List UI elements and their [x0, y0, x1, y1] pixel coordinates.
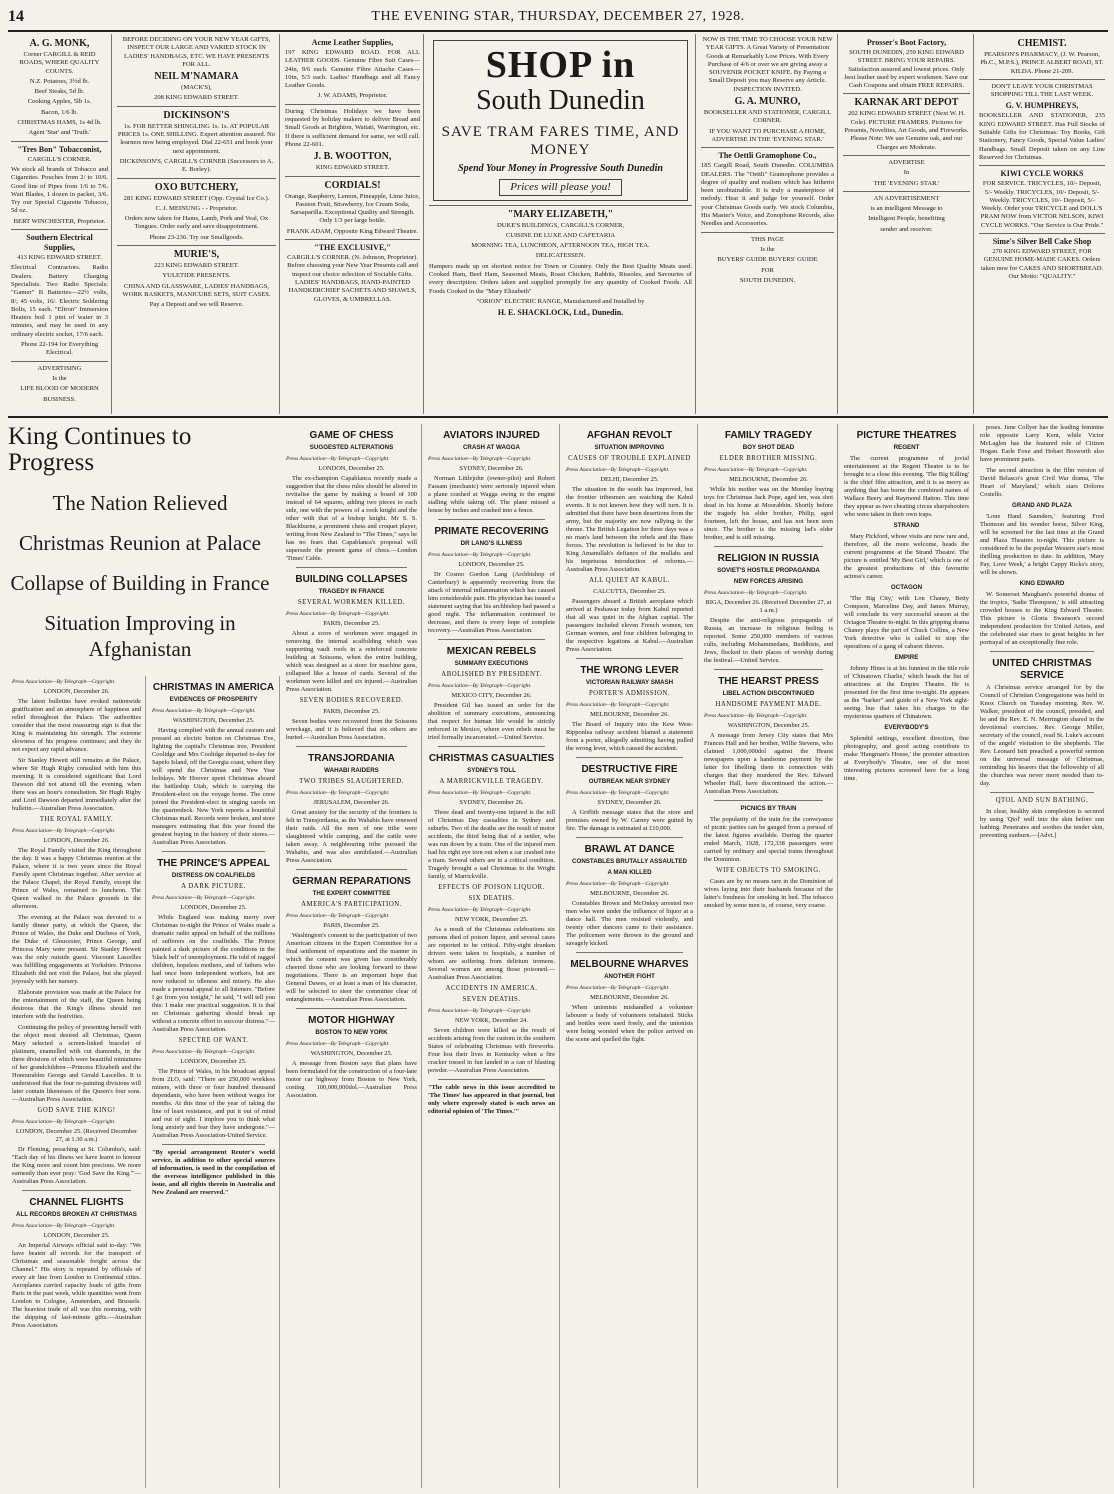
- humphreys-body: BOOKSELLER AND STATIONER, 235 KING EDWARD STREET. Has Full Stocks of Suitable Gifts for Christmas: Toy Books, Gift Stationery, Fancy Goods, Special Value Ladies' Handbags. Small Deposit taken on any Line Reserved for Christmas.: [979, 112, 1105, 161]
- paragraph: The situation in the south has improved, but the frontier tribesmen are watching the Kabul events. It is not known how they will turn. It is admitted that there have been desertions from the army, but the majority are now rallying to the throne. The British Legation lor three days was a no man's land between the rebels and the State forces. The revolution is believed to be due to King Amanullah's defiance of the mullahs and his impetuous introduction of reforms.—Australian Press Association.: [566, 486, 693, 573]
- headline-religion-russia: RELIGION IN RUSSIA: [717, 553, 820, 564]
- dickinson-body: 1s. FOR BETTER SHINGLING 1s. 1s. AT POPULAR PRICES 1s. ONE SHILLING. Expert attention assured. No learners now being employed. Dial 22-651 and book your next appointment.: [117, 122, 276, 155]
- subheading: DR LANG'S ILLNESS: [460, 540, 523, 547]
- chemist-title: CHEMIST.: [1017, 38, 1067, 49]
- subheading: ELDER BROTHER MISSING.: [719, 455, 818, 462]
- times-notice: "The cable news in this issue accredited to 'The Times' has appeared in that journal, but only where expressly stated is such news an editorial opinion of 'The Times.'": [428, 1084, 555, 1115]
- headline-block: [8, 424, 272, 674]
- shop-line2: South Dunedin: [476, 85, 645, 116]
- subheading: THE ROYAL FAMILY.: [39, 816, 114, 823]
- subheading: CAUSES OF TROUBLE EXPLAINED: [568, 455, 691, 462]
- paragraph: The popularity of the train for the conveyance of picnic parties can be gauged from a perusal of the latest figures available. During the quarter ended March, 1928, 172,338 passengers were carried by ordinary and special trains throughout the Dominion.: [704, 816, 833, 863]
- karnak-title: KARNAK ART DEPOT: [854, 97, 959, 109]
- oxo-phone: Phone 23-236. Try our Smallgoods.: [149, 233, 244, 241]
- dateline: LONDON, December 25.: [458, 561, 525, 568]
- dateline: CALCUTTA, December 25.: [593, 588, 666, 595]
- mary-maker: H. E. SHACKLOCK, Ltd., Dunedin.: [497, 308, 624, 318]
- subheading: LIBEL ACTION DISCONTINUED: [722, 690, 815, 697]
- paragraph: Continuing the policy of presenting herself with the object most desired all Christmas, Queen Mary selected a screen-linked bracelet of platinum, enamelled with cut diamonds, in the three divisions of which were beautiful miniatures of her grandchildren—Princess Elizabeth and the Honourables George and Gerald Lascelles. It is understood that the four re-painting divisions will later contain likenesses of the Queen's four sons.—Australian Press Association.: [12, 1024, 141, 1103]
- subheading: SEVEN BODIES RECOVERED.: [299, 697, 404, 704]
- murie-sub: YULETIDE PRESENTS.: [162, 272, 231, 280]
- headline-line: Christmas Reunion at Palace: [18, 531, 262, 555]
- subheading: WAHABI RAIDERS: [324, 767, 379, 774]
- column-3: [282, 424, 422, 1488]
- karnak-footer-line: AN ADVERTISEMENT: [873, 194, 940, 202]
- press-credit: Press Association—By Telegraph—Copyright.: [428, 552, 532, 558]
- press-credit: Press Association—By Telegraph—Copyright.: [704, 467, 808, 473]
- karnak-body: 202 KING EDWARD STREET (Next W. H. Cole). PICTURE FRAMERS. Pictures for Presents, Novelties, Art Goods, and Fireworks. Please Note: We use Genuine oak, and our Charges are Moderate.: [844, 110, 969, 151]
- masthead-bar: [8, 6, 1108, 28]
- subheading: DISTRESS ON COALFIELDS: [171, 872, 256, 879]
- headline-christmas-america: CHRISTMAS IN AMERICA: [152, 682, 275, 693]
- paragraph: While England was making merry over Christmas to-night the Prince of Wales made a dramatic radio appeal on behalf of the millions of sufferers on the coalfields. The Prince painted a dark picture of the conditions in the 'black belt' of unemployment. He told of ragged children, hopeless mothers, and of fathers who had once been independent workers, but are now reduced to idleness and misery. He also made a personal appeal to all listeners. "Before I go from you tonight," he said, "I will tell you this: I make one practical suggestion. It is that no Christmas gathering should break up without a concrete effort to succour distress."—Australian Press Association.: [152, 914, 275, 1033]
- headline-prince-appeal: THE PRINCE'S APPEAL: [157, 858, 270, 869]
- munro-name: G. A. MUNRO,: [734, 96, 801, 108]
- monk-line: Beef Steaks, 5d lb.: [34, 88, 85, 96]
- dateline: MELBOURNE, December 26.: [590, 711, 669, 718]
- masthead-rule: [8, 30, 1108, 32]
- paragraph: The Board of Inquiry into the Kew West-Ripponlea railway accident blamed a statement from a porter, allegedly admitting having pulled the wrong lever, which caused the accident.: [566, 721, 693, 752]
- dateline: WASHINGTON, December 25.: [727, 722, 810, 729]
- press-credit: Press Association—By Telegraph—Copyright.: [152, 708, 256, 714]
- paragraph: Having complied with the annual custom and pressed an electric button on Christmas Eve, lighting the capital's Christmas tree, President Coolidge and Mrs Coolidge departed to-day for Sapelo Island, off the Georgia coast, where they will spend the Christmas and New Year holidays. Mr Hoover spent Christmas aboard the battleship Utah, which is carrying the President-elect on the voyage home. The crew joined the President-elect in singing carols on the quarterdeck. New York reports a bountiful Christmas mail. Records were broken, and store managers estimating that this year found the greatest buying in the history of their stores.—Australian Press Association.: [152, 727, 275, 846]
- paragraph: 'Lone Hand Saunders,' featuring Fred Thomson and his wonder horse, Silver King, will be screened for the last time at the Grand and Plaza Theatres to-night. This picture is considered to be the popular Western star's most thrilling production to date. In addition, 'Mary Pay, Love Week,' a bright Cappy Ricks's story, will be shown.: [980, 513, 1104, 576]
- subheading: EVIDENCES OF PROSPERITY: [169, 696, 258, 703]
- dateline: SYDNEY, December 26.: [459, 799, 524, 806]
- headline-brawl-at-dance: BRAWL AT DANCE: [584, 844, 675, 855]
- mary-line: CUISINE DE LUXE AND CAFETARIA: [505, 231, 616, 239]
- subheading: VICTORIAN RAILWAY SMASH: [585, 679, 674, 686]
- press-credit: Press Association—By Telegraph—Copyright.: [286, 456, 390, 462]
- subheading: SUGGESTED ALTERATIONS: [309, 444, 394, 451]
- kiwi-body: FOR SERVICE. TRICYCLES, 10/- Deposit, 5/- Weekly. TRICYCLES, 10/- Deposit, 5/- Weekly. TRICYCLES, 10/- Deposit, 5/- Weekly. Order your TRICYCLE and DOLL'S PRAM NOW from VICTOR NELSON, KIWI CYCLE WORKS. "Our Service is Our Pride.": [980, 180, 1104, 229]
- gramophone-footer-line: SOUTH DUNEDIN.: [739, 276, 796, 284]
- subheading: EFFECTS OF POISON LIQUOR.: [438, 884, 545, 891]
- simes-body: 270 KING EDWARD STREET, FOR GENUINE HOME-MADE CAKES. Orders taken now for CAKES AND SHORTBREAD. Our Motto: "QUALITY.": [980, 248, 1104, 280]
- oxo-title: OXO BUTCHERY,: [154, 181, 239, 193]
- tobacconist-title: "Tres Bon" Tobacconist,: [17, 144, 102, 154]
- mary-body: Hampers made up on shortest notice for Town or Country. Only the Best Quality Meats used. Cooked Ham, Beef Ham, Seasoned Meats, Roast Chicken, Rabbits, Rissoles, and Savouries of every description. Orders taken and supplied promptly for any quantity of Cooked Foods. All Foods Cooked in the "Mary Elizabeth": [429, 262, 692, 295]
- paragraph: When unionists mishandled a volunteer labourer a body of volunteers retaliated. Sticks and bottles were used freely, and the unionists were being worsted when the police arrived on the scene and quelled the fight.: [566, 1004, 693, 1043]
- subheading: TRAGEDY IN FRANCE: [318, 588, 385, 595]
- shop-south-dunedin-box: [433, 40, 688, 201]
- subheading: ALL QUIET AT KABUL.: [589, 577, 670, 584]
- reuter-notice: "By special arrangement Reuter's world service, in addition to other special sources of information, is used in the compilation of the overseas intelligence published in this issue, and all rights therein in Australia and New Zealand are reserved.": [152, 1149, 275, 1196]
- press-credit: Press Association—By Telegraph—Copyright.: [286, 913, 390, 919]
- press-credit: Press Association—By Telegraph—Copyright.: [12, 1223, 116, 1229]
- paragraph: poses. June Collyer has the leading feminine role opposite Larry Kent, while Victor McLaglen has the featured role of Citizen Hogan. Earle Foxe and Hobart Bosworth also have prominent parts.: [980, 424, 1104, 463]
- munro-sub: BOOKSELLER AND STATIONER, CARGILL CORNER.: [703, 109, 832, 125]
- subheading: OUTBREAK NEAR SYDNEY: [588, 778, 671, 785]
- kiwi-title: KIWI CYCLE WORKS: [1000, 169, 1084, 179]
- tobacconist-body: We stock all brands of Tobacco and Cigarettes. Pouches from 2/ to 10/6. Good line of Pipes from 1/6 to 7/6. Watt Blades, 1 dozen in packet, 3/6. Try our Special Cigarette Tobacco, 5d oz.: [11, 165, 108, 215]
- dateline: RIGA, December 26. (Received December 27, at 1 a.m.): [705, 599, 832, 614]
- headline-hearst-press: THE HEARST PRESS: [718, 676, 819, 687]
- mcnamara-intro: BEFORE DECIDING ON YOUR NEW YEAR GIFTS, INSPECT OUR LARGE AND VARIED STOCK IN LADIES' HANDBAGS, ETC. WE HAVE PRESENTS FOR ALL.: [122, 36, 271, 68]
- press-credit: Press Association—By Telegraph—Copyright.: [566, 702, 670, 708]
- mcnamara-address: 208 KING EDWARD STREET.: [154, 94, 239, 102]
- ads-bottom-rule: [8, 416, 1108, 418]
- paragraph: Passengers aboard a British aeroplane which arrived at Peshawar today from Kabul reported that all was quiet in the Afghan capital. The passengers included eleven French women, ten German women, and four children belonging to the respective legations at Kabul.—Australian Press Association.: [566, 598, 693, 653]
- electrical-phone: Phone 22-194 for Everything Electrical.: [20, 341, 99, 357]
- paragraph: A message from Jersey City states that Mrs Frances Hall and her brother, Willie Stevens, who claimed 1,000,000dol against the Hearst newspapers upon a handsome payment by the latter for libelling them in connection with charges that they murdered the Rev. Edward Wheeler Hall, have discontinued the action.—Australian Press Association.: [704, 732, 833, 795]
- cordials-owner: FRANK ADAM, Opposite King Edward Theatre.: [286, 227, 419, 235]
- monk-agent: Agent 'Star' and 'Truth.': [28, 129, 91, 137]
- subheading: SEVEN DEATHS.: [462, 996, 521, 1003]
- karnak-footer-line: Intelligent People, benefiting: [868, 215, 945, 223]
- mcnamara-name: NEIL M'NAMARA: [154, 71, 239, 83]
- headline-family-tragedy: FAMILY TRAGEDY: [724, 430, 813, 441]
- gramophone-body: 185 Cargill Road, South Dunedin. COLUMBIA DEALERS. The "Oettli" Gramophone provides a degree of quality and realism which has hitherto been unobtainable. It is truly a masterpiece of melody. Hear it and judge for yourself. Order your Christmas Goods early. We stock Columbia, His Master's Voice, and Zonophone Records, also Needles and Accessories.: [701, 162, 834, 228]
- paragraph: Mary Pickford, whose visits are now rare and, therefore, all the more welcome, heads the current programme at the Strand Theatre. The picture is entitled 'My Best Girl,' which is one of the greatest productions of this favourite actress's career.: [844, 533, 969, 580]
- monk-line: Cooking Apples, 5lb 1s.: [27, 98, 92, 106]
- gramophone-footer-line: Is the: [760, 245, 775, 253]
- subheading: BOSTON TO NEW YORK: [315, 1029, 388, 1036]
- subheading: ANOTHER FIGHT: [604, 973, 655, 980]
- dateline: JERUSALEM, December 26.: [313, 799, 390, 806]
- acme-owner: J. W. ADAMS, Proprietor.: [317, 92, 388, 100]
- simes-title: Sime's Silver Bell Cake Shop: [992, 237, 1092, 247]
- cordials-body: Orange, Raspberry, Lemon, Pineapple, Lime Juice, Passion Fruit, Strawberry, Ice Cream Soda, Sarsaparilla. Exceptional Quality and Strength. Only 1/3 per large bottle.: [285, 192, 420, 225]
- murie-title: MURIE'S,: [173, 249, 220, 261]
- headline-primate-recovering: PRIMATE RECOVERING: [434, 526, 549, 537]
- ads-column-5: [698, 34, 838, 414]
- monk-address: Corner CARGILL & REID ROADS, WHERE QUALITY COUNTS.: [19, 51, 100, 75]
- subheading: THE EXPERT COMMITTEE: [312, 890, 391, 897]
- dateline: MELBOURNE, December 26.: [729, 476, 808, 483]
- monk-line: Bacon, 1/6 lb.: [41, 108, 78, 116]
- humphreys-title: G. V. HUMPHREYS,: [1005, 101, 1079, 111]
- subheading: ALL RECORDS BROKEN AT CHRISTMAS: [16, 1211, 137, 1218]
- dateline: SYDNEY, December 26.: [459, 465, 524, 472]
- paragraph: Constables Brown and McOnkey arrested two men who were under the influence of liquor at a dance hall. The men resisted violently, and twenty other dancers came to their assistance. The policemen were thrown to the ground and savagely kicked.: [566, 900, 693, 947]
- chemist-body: PEARSON'S PHARMACY, (J. W. Pearson, Ph.C., M.P.S.), PRINCE ALBERT ROAD, ST. KILDA. Phone 21-209.: [980, 51, 1104, 75]
- subheading: ABOLISHED BY PRESIDENT.: [441, 671, 542, 678]
- mary-line: DUKE'S BUILDINGS, CARGILL'S CORNER,: [496, 221, 625, 229]
- subheading: A MARRICKVILLE TRAGEDY.: [439, 778, 544, 785]
- paragraph: An Imperial Airways official said to-day: "We have beaten all records for the transport of Christmas and seasonable freight across the Channel." His story is repeated by officials of every air line from London to Continental cities. Aeroplanes carried capacity loads of gifts from Paris in the past week, while quantities went from London to Cologne, Amsterdam, and Brussels. The heaviest trade of all was this morning, with the shipping of last-minute gifts.—Australian Press Association.: [12, 1242, 141, 1329]
- headline-picture-theatres: PICTURE THEATRES: [856, 430, 957, 441]
- exclusive-title: "THE EXCLUSIVE,": [314, 243, 391, 253]
- shop-line1: SHOP in: [485, 44, 636, 86]
- headline-german-reparations: GERMAN REPARATIONS: [292, 876, 411, 887]
- mcnamara-sub: (MACK'S),: [181, 84, 212, 92]
- column-7: [840, 424, 974, 1488]
- subheading: TWO TRIBES SLAUGHTERED.: [299, 778, 404, 785]
- subheading: CRASH AT WAGGA: [462, 444, 521, 451]
- mary-line: MORNING TEA, LUNCHEON, AFTERNOON TEA, HIGH TEA.: [471, 242, 650, 250]
- tobacconist-owner: BERT WINCHESTER, Proprietor.: [13, 217, 106, 225]
- dateline: LONDON, December 25. (Received December 27, at 1.30 a.m.): [15, 1128, 138, 1143]
- dateline: LONDON, December 25.: [43, 1232, 110, 1239]
- paragraph: About a score of workmen were engaged in removing the internal scaffolding which was supporting vault roofs in a reinforced concrete building at Soissons, when the entire building, which was designed as a store for machine guns, collapsed like a house of cards. Several of the workmen were killed and six injured.—Australian Press Association.: [286, 630, 417, 693]
- headline-building-collapses: BUILDING COLLAPSES: [295, 574, 408, 585]
- subheading: SYDNEY'S TOLL: [467, 767, 516, 774]
- gramophone-footer-line: FOR: [761, 266, 774, 274]
- column-2: [148, 676, 280, 1488]
- gramophone-title: The Oettli Gramophone Co.,: [718, 151, 817, 161]
- headline-wrong-lever: THE WRONG LEVER: [580, 665, 679, 676]
- press-credit: Press Association—By Telegraph—Copyright.: [152, 1049, 256, 1055]
- subheading: A DARK PICTURE.: [181, 883, 246, 890]
- dateline: NEW YORK, December 25.: [455, 916, 528, 923]
- mary-footer: "ORION" ELECTRIC RANGE, Manufactured and Installed by: [476, 297, 645, 305]
- monk-line: N.Z. Potatoes, 3½d lb.: [29, 77, 90, 85]
- ads-column-shop: [426, 34, 696, 414]
- press-credit: Press Association—By Telegraph—Copyright.: [12, 1119, 116, 1125]
- humphreys-intro: DON'T LEAVE YOUR CHRISTMAS SHOPPING TILL THE LAST WEEK.: [990, 82, 1094, 99]
- press-credit: Press Association—By Telegraph—Copyright.: [286, 611, 390, 617]
- subheading: A MAN KILLED: [607, 869, 652, 876]
- subheading: AMERICA'S PARTICIPATION.: [301, 901, 402, 908]
- prosser-title: Prosser's Boot Factory,: [866, 38, 947, 47]
- oxo-body: Orders now taken for Hams, Lamb, Pork and Veal, Ox Tongues. Order early and save disappointment.: [124, 215, 269, 231]
- munro-intro: NOW IS THE TIME TO CHOOSE YOUR NEW YEAR GIFTS. A Great Variety of Presentation Goods at Remarkably Low Prices. With Every Purchase of 4/6 or over we are giving away a SOUVENIR POCKET KNIFE. By Paying a Small Deposit you may Reserve any Article. INSPECTION INVITED.: [702, 36, 833, 93]
- paragraph: Three dead and twenty-one injured is the toll of Christmas Day casualties in Sydney and suburbs. Two of the deaths are the result of motor accidents, the third being that of a settler, who was run down by a train. One of the injured men had his right eye torn out when a car crashed into a tram. Several others are in a critical condition. Tragedy brought a sad Christmas to the Wright family, of Marrickville.: [428, 809, 555, 880]
- paragraph: A message from Boston says that plans have been formulated for the construction of a four-lane motor car highway from Boston to New York, costing 100,000,000dol.—Australian Press Association.: [286, 1060, 417, 1099]
- tobacconist-sub: CARGILL'S CORNER.: [27, 155, 92, 163]
- headline-destructive-fire: DESTRUCTIVE FIRE: [581, 764, 678, 775]
- headline-motor-highway: MOTOR HIGHWAY: [308, 1015, 395, 1026]
- headline-mexican-rebels: MEXICAN REBELS: [446, 646, 537, 657]
- press-credit: Press Association—By Telegraph—Copyright.: [428, 790, 532, 796]
- paragraph: As a result of the Christmas celebrations six persons died of poison liquor, and several cases are reported to be critical. Fifty-eight drunken drivers were taken to hospitals, a number of whom are suffering from delirium tremens. Several women are among those poisoned.—Australian Press Association.: [428, 926, 555, 981]
- electrical-body: Electrical Contractors. Radio Dealers. Battery Charging Specialists. Two Radio Specials: "Gamer" B Batteries—22½ volts, 8/; 45 volts, 16/. Electric Soldering Bolts, 15 each. "Eltron" Immersion Heaters boil 1 pint of water in 3 minutes, and may be used in any ordinary electric socket, 17/6 each.: [11, 264, 108, 338]
- karnak-footer-line: ADVERTISE: [888, 158, 925, 166]
- paragraph: Johnny Hines is at his funniest in the title role of 'Chinatown Charlie,' which heads the list of attractions at the Empire Theatre. He is presented for the first time to-night. He appears as the "barker" and guide of a New York sight-seeing bus that takes his charges to the mysterious quarters of Chinatown.: [844, 665, 969, 720]
- ads-column-6: [840, 34, 974, 414]
- subheading: HANDSOME PAYMENT MADE.: [715, 701, 822, 708]
- subheading: SEVERAL WORKMEN KILLED.: [297, 599, 406, 606]
- page-number: 14: [8, 8, 24, 25]
- subheading: SPECTRE OF WANT.: [178, 1037, 249, 1044]
- paragraph: A Griffith message states that the store and premises owned by W. Carney were gutted by fire. The damage is estimated at £10,000.: [566, 809, 693, 832]
- subheading: ACCIDENTS IN AMERICA.: [445, 985, 538, 992]
- headline-main: King Continues to Progress: [8, 424, 192, 476]
- acme-title: Acme Leather Supplies,: [311, 38, 394, 47]
- dickinson-title: DICKINSON'S: [163, 109, 230, 121]
- headline-afghan-revolt: AFGHAN REVOLT: [586, 430, 673, 441]
- ads-column-3: [282, 34, 424, 414]
- press-credit: Press Association—By Telegraph—Copyright.: [12, 828, 116, 834]
- paragraph: A Christmas service arranged for by the Council of Christian Congregations was held in Knox Church on Tuesday morning. Rev. W. Walker, president of the council, presided, and he and the Rev. E. N. Merrington shared in the devotional exercises. Rev. George Miller, secretary of the council, read St. Luke's account of the angels' visitation to the shepherds. The Rev. Leonard Isitt preached a powerful sermon on the universal message of Christmas, reminding his hearers that the fellowship of all the churches was never more needed than to-day.: [980, 684, 1104, 787]
- dateline: LONDON, December 25.: [180, 1058, 247, 1065]
- shop-line3: SAVE TRAM FARES TIME, AND MONEY: [441, 124, 680, 158]
- paragraph: The evening at the Palace was devoted to a family dinner party, at which the Queen, the Prince of Wales, the Duke and Duchess of York, the Duke of Gloucester, Prince George, and Princess Mary were present. Sir Stanley Hewett was the only outside guest. Viscount Lascelles was fulfilling engagements at Yorkshire. Princess Elizabeth did not visit the Palace, but she played joyously with her nursery.: [12, 914, 141, 985]
- paragraph: In clear, healthy skin complexion is secured by using 'Qtol' well into the skin before sun bathing. Penetrates and soothes the tender skin, preventing sunburn.—[Advt.]: [980, 808, 1104, 839]
- oxo-address: 281 KING EDWARD STREET (Opp. Crystal Ice Co.).: [123, 194, 270, 202]
- monk-line: CHRISTMAS HAMS, 1s 4d lb.: [17, 119, 102, 127]
- paragraph: President Gil has issued an order for the abolition of summary executions, announcing that respect for human life would be strictly enforced in Mexico, where even rebels must be tried formally incarcerated.—United Service.: [428, 702, 555, 741]
- paragraph: The Prince of Wales, in his broadcast appeal from 2LO, said: "There are 250,000 workless miners, with three or four hundred thousand dependants, who have been without wages for months. At this time of the year of taking the line of least resistance, and put it out of mind and out of sight. I implore you to think what long anxiety and fear they have undergone."—Australian Press Association-United Service.: [152, 1068, 275, 1139]
- dateline: LONDON, December 26.: [43, 837, 110, 844]
- column-5: [562, 424, 698, 1488]
- press-credit: Press Association—By Telegraph—Copyright.: [704, 590, 808, 596]
- paragraph: The ex-champion Capablanca recently made a suggestion that the chess rules should be altered to revitalise the game by making a board of 100 instead of 64 squares, adding two pieces to each side, one with the powers of a rook knight and the other with that of a bishop knight. Mr S. S. Blackburne, a prominent chess and croquet player, writing from New Zealand to "The Times," says he has no fears that Capablanca's proposal will supersede the present game of chess.—London 'Times' Cable.: [286, 475, 417, 562]
- column-4: [424, 424, 560, 1488]
- subheading: OCTAGON: [890, 584, 923, 591]
- electrical-title: Southern Electrical Supplies,: [26, 233, 93, 253]
- paragraph: The second attraction is the film version of David Belasco's great Civil War drama, 'The Heart of Maryland,' which stars Dolores Costello.: [980, 467, 1104, 498]
- subheading: SOVIET'S HOSTILE PROPAGANDA: [717, 567, 820, 574]
- gramophone-footer-line: BUYERS' GUIDE BUYERS' GUIDE: [717, 256, 818, 264]
- dateline: MELBOURNE, December 26.: [590, 994, 669, 1001]
- dateline: DELHI, December 25.: [600, 476, 659, 483]
- wootton-address: KING EDWARD STREET.: [315, 164, 390, 172]
- paragraph: Dr Cosmo Gordon Lang (Archbishop of Canterbury) is apparently recovering from the attack of internal inflammation which has caused him considerable pain. His physician has issued a statement saying that his archbishop had passed a good night. The inflammation continued to decrease, and there is every hope of complete recovery.—Australian Press Association.: [428, 571, 555, 634]
- subheading: REGENT: [893, 444, 920, 451]
- dateline: PARIS, December 25.: [323, 708, 380, 715]
- paragraph: Sir Stanley Hewett still remains at the Palace, where Sir Hugh Rigby consulted with him this morning. It is considered significant that Lord Dawson did not attend till the evening, when there was an hour's consultation. Sir Hugh Rigby and Lord Dawson departed immediately after the bulletin.—Australian Press Association.: [12, 757, 141, 812]
- masthead-title: THE EVENING STAR, THURSDAY, DECEMBER 27, 1928.: [371, 9, 745, 24]
- mary-line: DELICATESSEN.: [535, 252, 586, 260]
- press-credit: Press Association—By Telegraph—Copyright.: [286, 790, 390, 796]
- paragraph: While his mother was on the Monday buying toys for Christmas Jack Pope, aged ten, was shot dead in his home at Moorabbin. Shortly before the tragedy his elder brother, Philip, aged fourteen, left the house, and has not been seen since. The brother is the missing lad's elder brother, and is still missing.: [704, 486, 833, 541]
- paragraph: Seven bodies were recovered from the Soissons wreckage, and it is believed that six others are buried.—Australian Press Association.: [286, 718, 417, 741]
- subheading: SUMMARY EXECUTIONS: [454, 660, 529, 667]
- press-credit: Press Association—By Telegraph—Copyright.: [286, 1041, 390, 1047]
- subheading: STRAND: [893, 522, 920, 529]
- exclusive-body: CARGILL'S CORNER. (N. Johnson, Proprietor). Before choosing your New Year Presents call and inspect our choice selection of Sociable Gifts. LADIES' HANDBAGS, HAND-PAINTED HANDKERCHIEF SACHETS AND SHAWLS, GLOVES, & UMBRELLAS.: [287, 254, 418, 303]
- karnak-footer-line: is an intelligent Message to: [870, 205, 943, 213]
- subheading: CONSTABLES BRUTALLY ASSAULTED: [572, 858, 687, 865]
- subheading: EVERYBODY'S: [884, 724, 929, 731]
- press-credit: Press Association—By Telegraph—Copyright.: [428, 907, 532, 913]
- paragraph: Splendid settings, excellent direction, fine photography, and good acting contribute to make 'Hangman's House,' the premier attraction at Everybody's Theatre, one of the most interesting pictures screened here for a long time.: [844, 735, 969, 782]
- paragraph: 'The Big City,' with Lon Chaney, Betty Compson, Marceline Day, and James Murray, will conclude its very successful season at the Octagon Theatre to-night. In this gripping drama Chaney plays the part of Chuck Collins, a New York detective who is called to stop the operations of a gang of cabaret thieves.: [844, 595, 969, 650]
- wootton-name: J. B. WOOTTON,: [313, 151, 392, 163]
- ads-column-2: [114, 34, 280, 414]
- advertising-line: Is the: [52, 374, 67, 382]
- dateline: WASHINGTON, December 25.: [310, 1050, 393, 1057]
- acme-body: 197 KING EDWARD ROAD. FOR ALL LEATHER GOODS. Genuine Fibre Suit Cases—24in, 9/6 each. Genuine Fibre Attache Cases—10in, 5/3 each. Ladies' Handbags and all Fancy Leather Goods.: [285, 49, 420, 90]
- munro-footer: IF YOU WANT TO PURCHASE A HOME, ADVERTISE IN THE 'EVENING STAR.': [709, 127, 826, 143]
- press-credit: Press Association—By Telegraph—Copyright.: [566, 467, 670, 473]
- advertising-line: LIFE BLOOD OF MODERN: [20, 385, 99, 393]
- dateline: LONDON, December 26.: [43, 688, 110, 695]
- paragraph: Despite the anti-religious propaganda of Russia, an increase in religious feeling is reported. Some 250,000 members of various cults, including Mohammedans, Buddhists, and Jews, flocked to their places of worship during the festival.—United Service.: [704, 617, 833, 664]
- headline-line: The Nation Relieved: [52, 491, 228, 515]
- paragraph: The Royal Family visited the King throughout the day. It was a happy Christmas reunion at the Palace, where it is two years since the Royal Family spent Christmas together. After service at the Palace Chapel, the Royal Family, except the Prince of Wales, remained to luncheon. The Queen walked in the Palace grounds in the afternoon.: [12, 847, 141, 910]
- advertising-line: BUSINESS.: [43, 395, 76, 403]
- karnak-footer-line: In: [903, 169, 910, 177]
- paragraph: The current programme of jovial entertainment at the Regent Theatre is to be brought to a close this evening. 'The Big Killing' is the chief film attraction, and it is as merry as anything that has borne the combined names of Wallace Beery and Raymond Hatton. This time they appear as two cheating circus sharpshooters who were taken in their own traps.: [844, 455, 969, 518]
- subheading: SIX DEATHS.: [468, 895, 515, 902]
- shop-line4: Spend Your Money in Progressive South Dunedin: [458, 163, 663, 174]
- subheading: QTOL AND SUN BATHING.: [995, 797, 1089, 804]
- advertising-line: ADVERTISING: [37, 364, 82, 372]
- mary-title: "MARY ELIZABETH,": [507, 208, 614, 220]
- oxo-owner: C. J. MEINUNG - - Proprietor.: [155, 204, 238, 212]
- electrical-address: 413 KING EDWARD STREET.: [17, 254, 102, 262]
- headline-united-christmas-service: UNITED CHRISTMAS SERVICE: [992, 658, 1092, 681]
- paragraph: Washington's consent to the participation of two American citizens in the Expert Committee for a final settlement of reparations and the manner in which the consent was given has considerably cheered those who are looking forward to these negotiations. There is an important hope that General Dawes, or at least a man of his character, will be selected to steer the committee clear of entanglements.—Australian Press Association.: [286, 932, 417, 1003]
- prosser-body: SOUTH DUNEDIN, 259 KING EDWARD STREET. BRING YOUR REPAIRS. Satisfaction assured and lowest prices. Only best leather used by expert workmen. Save our Cash Coupons and obtain FREE REPAIRS.: [844, 49, 969, 90]
- paragraph: The latest bulletins have evoked nationwide gratification and an atmosphere of happiness and relief throughout the Palace. The authorities consider that the most reassuring sign is that the King is maintaining his strength. The extreme slowness of his progress continues; and they do not expect any rapid advance.: [12, 698, 141, 753]
- headline-game-of-chess: GAME OF CHESS: [309, 430, 394, 441]
- ads-column-1: [8, 34, 112, 414]
- karnak-footer-line: sender and receiver.: [880, 225, 933, 233]
- press-credit: Press Association—By Telegraph—Copyright.: [566, 985, 670, 991]
- wootton-body: During Christmas Holidays we have been requested by holiday makers to deliver Bread and Small Goods at Brighton, Waitati, Warrington, etc. If there is sufficient demand for same, we will call. Phone 22-601.: [285, 107, 420, 148]
- dateline: LONDON, December 25.: [318, 465, 385, 472]
- dateline: NEW YORK, December 24.: [455, 1017, 528, 1024]
- subheading: EMPIRE: [894, 654, 919, 661]
- subheading: PICNICS BY TRAIN: [740, 805, 797, 812]
- subheading: PORTER'S ADMISSION.: [589, 690, 670, 697]
- subheading: GRAND AND PLAZA: [1012, 502, 1072, 509]
- paragraph: Seven children were killed as the result of accidents arising from the custom in the southern States of celebrating Christmas with fireworks. Four lost their lives in Kentucky when a fire cracker tossed in fun landed in a can of blasting powder.—Australian Press Association.: [428, 1027, 555, 1074]
- murie-footer: Pay a Deposit and we will Reserve.: [149, 301, 244, 309]
- subheading: NEW FORCES ARISING: [733, 578, 804, 585]
- press-credit: Press Association—By Telegraph—Copyright.: [566, 790, 670, 796]
- murie-address: 223 KING EDWARD STREET.: [154, 262, 239, 270]
- dickinson-footer: DICKINSON'S, CARGILL'S CORNER (Successors to A. E. Borley).: [119, 157, 274, 174]
- press-credit: Press Association—By Telegraph—Copyright.: [428, 1008, 532, 1014]
- cordials-title: CORDIALS!: [324, 179, 381, 191]
- dateline: WASHINGTON, December 25.: [172, 717, 255, 724]
- headline-line: Collapse of Building in France: [10, 571, 270, 595]
- headline-line: Situation Improving in Afghanistan: [44, 611, 236, 661]
- paragraph: Norman Littlejohn (owner-pilot) and Robert Fassam (mechanic) were seriously injured when a plane crashed at Wagga owing to the engine stalling while taking off. The plane missed a house by inches and crashed into a fence.: [428, 475, 555, 514]
- gramophone-footer-line: THIS PAGE: [751, 235, 784, 243]
- monk-name: A. G. MONK,: [29, 38, 90, 49]
- dateline: MELBOURNE, December 26.: [590, 890, 669, 897]
- subheading: GOD SAVE THE KING!: [37, 1107, 116, 1114]
- press-credit: Press Association—By Telegraph—Copyright.: [12, 679, 116, 685]
- dateline: SYDNEY, December 26.: [597, 799, 662, 806]
- press-credit: Press Association—By Telegraph—Copyright.: [428, 456, 532, 462]
- press-credit: Press Association—By Telegraph—Copyright.: [704, 713, 808, 719]
- paragraph: Cases are by no means rare in the Dominion of wives laying into their husbands because of the latter's fondness for smoking in bed. The tobacco smoked by some men is, of course, very coarse.: [704, 878, 833, 909]
- murie-body: CHINA AND GLASSWARE, LADIES' HANDBAGS, WORK BASKETS, MANICURE SETS, SUIT CASES.: [122, 282, 271, 298]
- paragraph: Dr Fleming, preaching at St. Columba's, said: "Each day of his illness we have learnt to honour the King more and count him precious. We more earnestly than ever pray: 'God Save the King.'"—Australian Press Association.: [12, 1146, 141, 1185]
- dateline: MEXICO CITY, December 26.: [451, 692, 532, 699]
- headline-channel-flights: CHANNEL FLIGHTS: [29, 1197, 124, 1208]
- subheading: BOY SHOT DEAD: [742, 444, 795, 451]
- paragraph: Elaborate provision was made at the Palace for the entertainment of the staff, the Queen being desirous that the King's illness should not interfere with the festivities.: [12, 989, 141, 1020]
- paragraph: Great anxiety for the security of the frontiers is felt in Transjordania, as the Wahabis have renewed their raids. All the men of one tribe were slaughtered while camping, and the cattle were taken away. A neighbouring tribe pursued the Wahabis, and was also annihilated.—Australian Press Association.: [286, 809, 417, 864]
- paragraph: W. Somerset Maugham's powerful drama of the tropics, 'Sadie Thompson,' is still attracting crowded houses to the King Edward Theatre. This picture is Gloria Swanson's second independent production for United Artists, and the celebrated star rises to great heights in her portrayal of an exceptionally fine role.: [980, 591, 1104, 646]
- dateline: LONDON, December 25.: [180, 904, 247, 911]
- subheading: WIFE OBJECTS TO SMOKING.: [716, 867, 821, 874]
- press-credit: Press Association—By Telegraph—Copyright.: [152, 895, 256, 901]
- headline-transjordania: TRANSJORDANIA: [308, 753, 395, 764]
- column-6: [700, 424, 838, 1488]
- dateline: PARIS, December 25.: [323, 620, 380, 627]
- shop-line5: Prices will please you!: [499, 179, 622, 195]
- headline-melbourne-wharves: MELBOURNE WHARVES: [570, 959, 689, 970]
- column-8: [976, 424, 1108, 1488]
- dateline: PARIS, December 25.: [323, 922, 380, 929]
- subheading: KING EDWARD: [1019, 580, 1065, 587]
- press-credit: Press Association—By Telegraph—Copyright.: [428, 683, 532, 689]
- ads-column-7: [976, 34, 1108, 414]
- subheading: SITUATION IMPROVING: [594, 444, 665, 451]
- press-credit: Press Association—By Telegraph—Copyright.: [566, 881, 670, 887]
- headline-aviators-injured: AVIATORS INJURED: [443, 430, 540, 441]
- article-king-progress: [8, 676, 146, 1488]
- karnak-footer-line: THE 'EVENING STAR.': [873, 179, 940, 187]
- headline-christmas-casualties: CHRISTMAS CASUALTIES: [428, 753, 555, 764]
